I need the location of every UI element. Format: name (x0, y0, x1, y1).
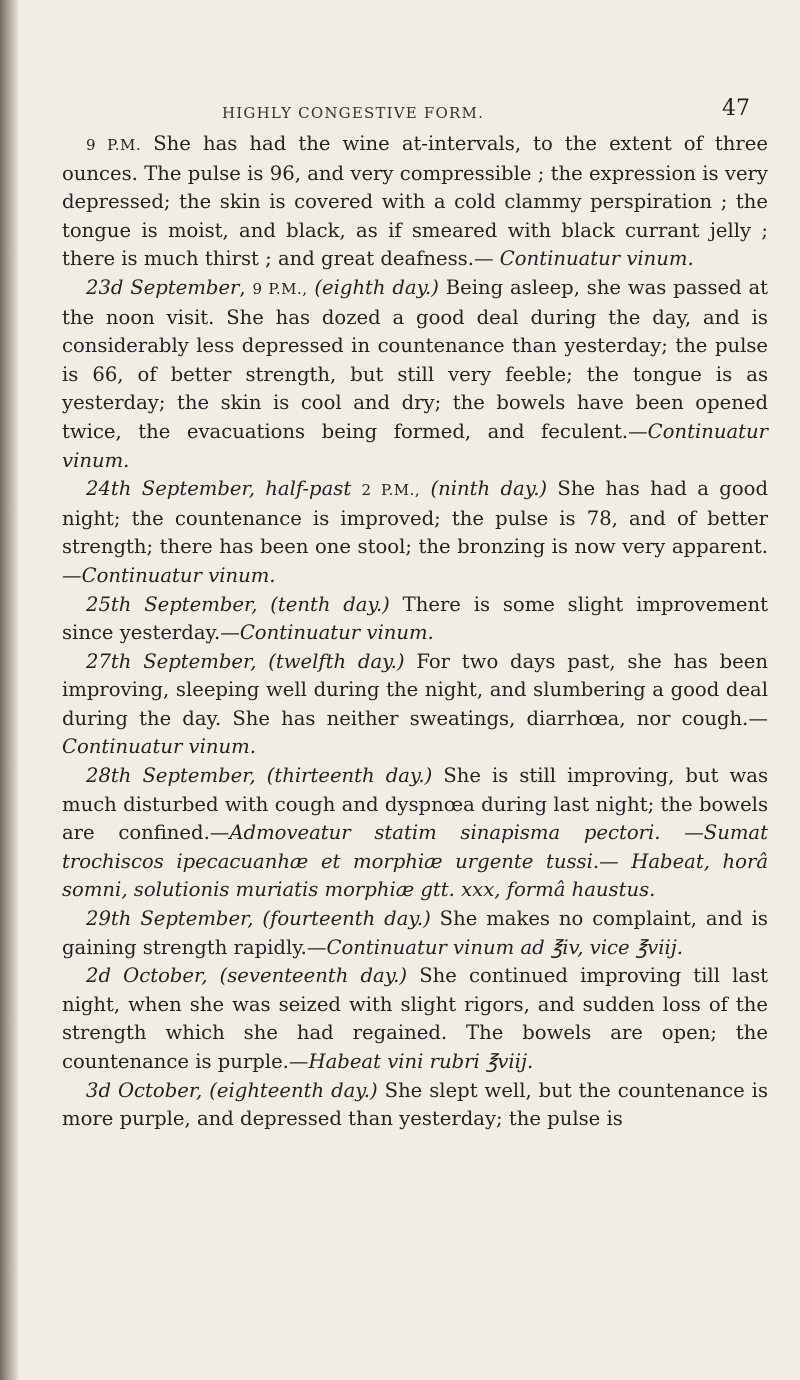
paragraph-entry: 25th September, (tenth day.) There is some slight improvement since yesterday.—Continuatur vinum. (62, 592, 768, 645)
page-number: 47 (722, 96, 750, 121)
paragraph-entry: 28th September, (thirteenth day.) She is still improving, but was much disturbed with cough and dyspnœa during last night; the bowels are confined.—Admoveatur statim sinapisma pectori. —Sumat trochiscos ipecacuanhæ et morphiæ urgente tussi.— Habeat, horâ somni, solutionis muriatis morphiæ gtt. xxx, formâ haustus. (62, 764, 769, 902)
paragraph-entry: 2d October, (seventeenth day.) She continued improving till last night, when she was seized with slight rigors, and sudden loss of the strength which she had regained. The bowels are open; the countenance is purple.—Habeat vini rubri ℥viij. (62, 964, 768, 1073)
paragraph-entry: 9 P.M. She has had the wine at-intervals, to the extent of three ounces. The pulse is 96, and very compressible ; the expression is very depressed; the skin is covered with a cold clammy perspiration ; the tongue is moist, and black, as if smeared with black currant jelly ; there is much thirst ; and great deafness.— Continuatur vinum. (62, 132, 768, 271)
running-head: HIGHLY CONGESTIVE FORM. (222, 104, 485, 122)
paragraph-entry: 27th September, (twelfth day.) For two days past, she has been improving, sleeping well during the night, and slumbering a good deal during the day. She has neither sweatings, diarrhœa, nor cough.—Continuatur vinum. (62, 649, 768, 759)
page-header (62, 98, 768, 128)
book-binding-shadow (0, 0, 18, 1380)
paragraph-entry: 3d October, (eighteenth day.) She slept well, but the countenance is more purple, and depressed than yesterday; the pulse is (62, 1078, 769, 1131)
page-body (62, 130, 768, 1134)
paragraph-entry: 23d September, 9 P.M., (eighth day.) Being asleep, she was passed at the noon visit. She has dozed a good deal during the day, and is considerably less depressed in countenance than yesterday; the pulse is 66, of better strength, but still very feeble; the tongue is as yesterday; the skin is cool and dry; the bowels have been opened twice, the evacuations being formed, and feculent.—Continuatur vinum. (62, 275, 768, 472)
paragraph-entry: 24th September, half-past 2 P.M., (ninth day.) She has had a good night; the countenance is improved; the pulse is 78, and of better strength; there has been one stool; the bronzing is now very apparent.—Continuatur vinum. (62, 477, 768, 587)
paragraph-entry: 29th September, (fourteenth day.) She makes no complaint, and is gaining strength rapidly.—Continuatur vinum ad ℥iv, vice ℥viij. (62, 907, 768, 959)
